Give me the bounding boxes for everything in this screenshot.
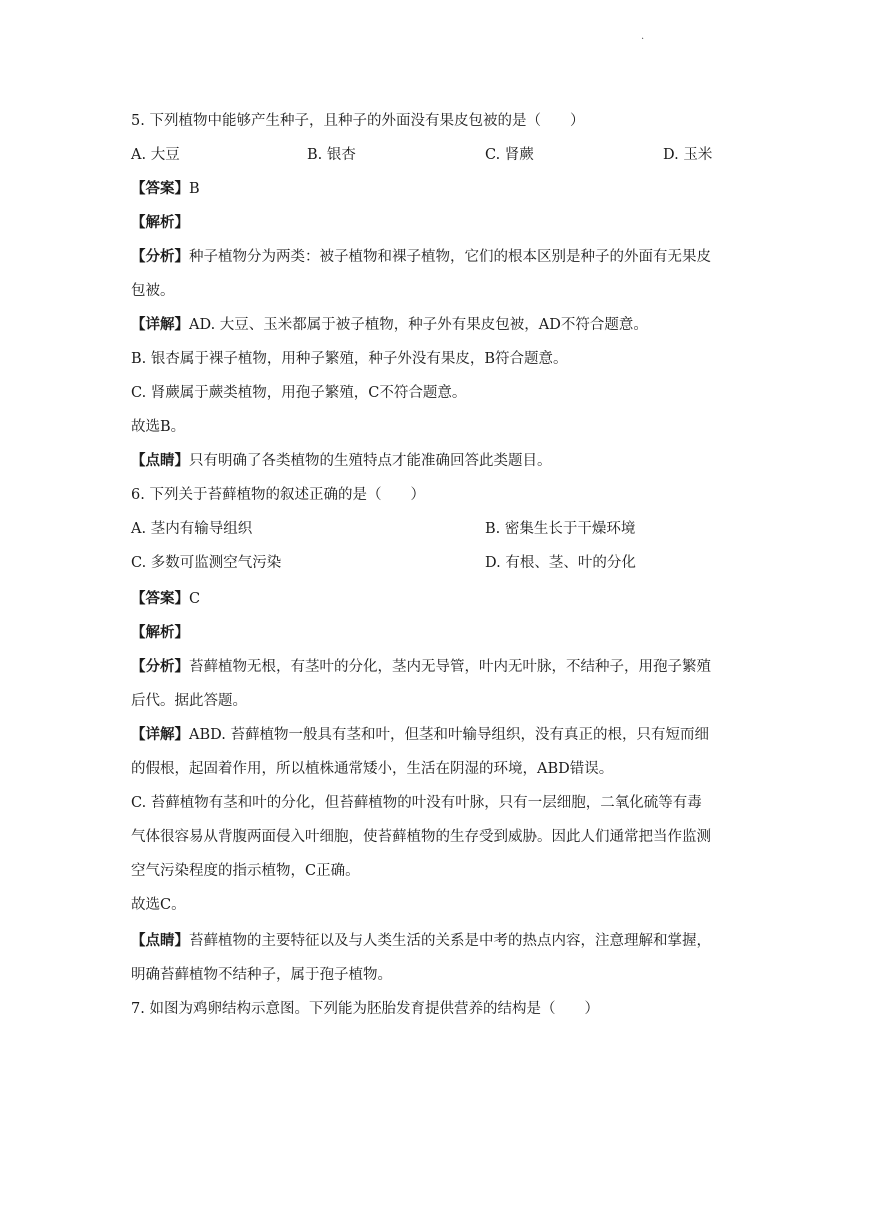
q6-dianjing-line1 [131,930,751,952]
q5-answer-value: B [189,181,200,197]
q6-choose: 故选C。 [131,897,186,913]
q6-option-d: D. 有根、茎、叶的分化 [485,555,636,571]
q5-stem: 5. 下列植物中能够产生种子，且种子的外面没有果皮包被的是（ ） [131,113,585,129]
q6-answer [131,588,751,610]
q5-answer-tag: 【答案】 [131,181,189,197]
q5-xiangjie-line2: B. 银杏属于裸子植物，用种子繁殖，种子外没有果皮，B符合题意。 [131,351,568,367]
q5-answer [131,178,751,200]
q6-option-a: A. 茎内有输导组织 [131,521,253,537]
q6-option-c: C. 多数可监测空气污染 [131,555,282,571]
q6-xiangjie-line4: 气体很容易从背腹两面侵入叶细胞，使苔藓植物的生存受到威胁。因此人们通常把当作监测 [131,829,711,845]
q6-fenxi-text: 苔藓植物无根，有茎叶的分化，茎内无导管，叶内无叶脉，不结种子，用孢子繁殖 [189,659,711,675]
q5-dianjing [131,450,751,472]
q5-option-c: C. 肾蕨 [485,147,534,163]
q5-fenxi-line1 [131,246,751,268]
q6-option-b: B. 密集生长于干燥环境 [485,521,636,537]
q5-dianjing-text: 只有明确了各类植物的生殖特点才能准确回答此类题目。 [189,453,552,469]
q6-xiangjie-text: ABD. 苔藓植物一般具有茎和叶，但茎和叶输导组织，没有真正的根，只有短而细 [189,727,709,743]
q6-xiangjie-line1 [131,724,751,746]
q6-dianjing-text: 苔藓植物的主要特征以及与人类生活的关系是中考的热点内容，注意理解和掌握， [189,933,711,949]
q6-stem: 6. 下列关于苔藓植物的叙述正确的是（ ） [131,487,425,503]
q5-option-d: D. 玉米 [663,147,713,163]
q6-xiangjie-line5: 空气污染程度的指示植物，C正确。 [131,863,360,879]
q6-answer-value: C [189,591,201,607]
q5-fenxi-text: 种子植物分为两类：被子植物和裸子植物，它们的根本区别是种子的外面有无果皮 [189,249,711,265]
q5-xiangjie-line1 [131,314,751,336]
q5-option-b: B. 银杏 [307,147,356,163]
q5-fenxi-tag: 【分析】 [131,249,189,265]
q5-xiangjie-line3: C. 肾蕨属于蕨类植物，用孢子繁殖，C不符合题意。 [131,385,467,401]
q6-xiangjie-line2: 的假根，起固着作用，所以植株通常矮小，生活在阴湿的环境，ABD错误。 [131,761,614,777]
q5-xiangjie-tag: 【详解】 [131,317,189,333]
q6-fenxi-line1 [131,656,751,678]
q6-dianjing-tag: 【点睛】 [131,933,189,949]
q7-stem: 7. 如图为鸡卵结构示意图。下列能为胚胎发育提供营养的结构是（ ） [131,1001,599,1017]
q6-analysis-heading [131,622,751,644]
q5-option-a: A. 大豆 [131,147,180,163]
q6-xiangjie-line3: C. 苔藓植物有茎和叶的分化，但苔藓植物的叶没有叶脉，只有一层细胞，二氧化硫等有毒 [131,795,702,811]
q5-choose: 故选B。 [131,419,186,435]
q5-xiangjie-text: AD. 大豆、玉米都属于被子植物，种子外有果皮包被，AD不符合题意。 [189,317,648,333]
q5-analysis-heading [131,212,751,234]
q6-answer-tag: 【答案】 [131,591,189,607]
q5-analysis-tag: 【解析】 [131,215,189,231]
q6-dianjing-line2: 明确苔藓植物不结种子，属于孢子植物。 [131,967,392,983]
q5-dianjing-tag: 【点睛】 [131,453,189,469]
q6-xiangjie-tag: 【详解】 [131,727,189,743]
q6-fenxi-tag: 【分析】 [131,659,189,675]
header-dot: . [641,31,645,42]
q6-fenxi-line2: 后代。据此答题。 [131,693,247,709]
q5-fenxi-line2: 包被。 [131,283,175,299]
q6-analysis-tag: 【解析】 [131,625,189,641]
